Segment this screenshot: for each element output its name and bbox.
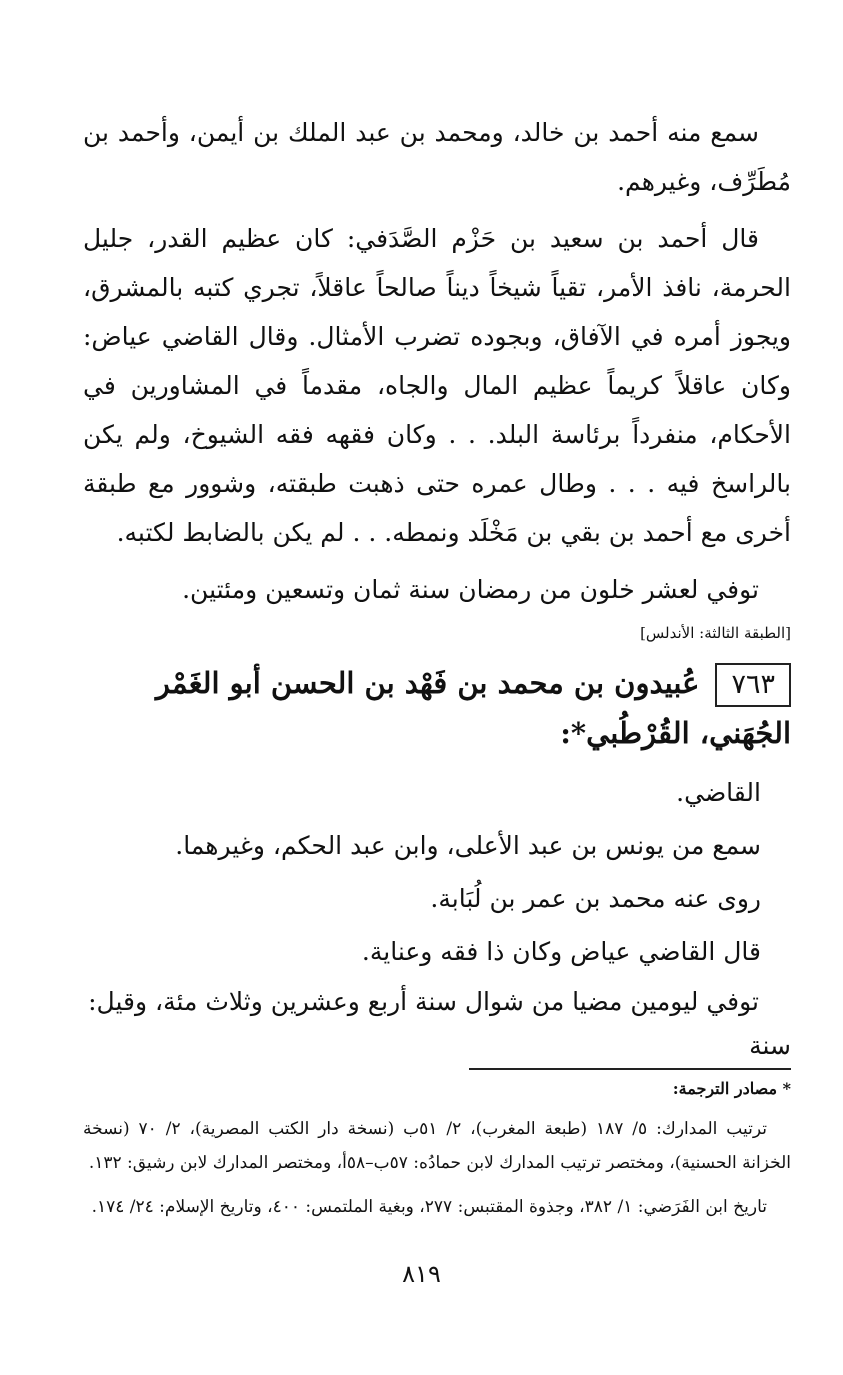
entry-line: قال القاضي عياض وكان ذا فقه وعناية. (361, 937, 761, 966)
footnote-title: * مصادر الترجمة: (672, 1079, 791, 1098)
footnote-source: ترتيب المدارك: ٥/ ١٨٧ (طبعة المغرب)، ٢/ ٥١ب (نسخة دار الكتب المصرية)، ٢/ ٧٠ (نسخة الخزانة الحسنية)، ومختصر ترتيب المدارك لابن حمادُه: ٥٧ب–٥٨أ، ومختصر المدارك لابن رشيق: ١٣٢. (83, 1119, 791, 1173)
section-tag: [الطبقة الثالثة: الأندلس] (640, 624, 791, 642)
entry-line: روى عنه محمد بن عمر بن لُبَابة. (430, 884, 761, 913)
footnote-divider (469, 1068, 791, 1070)
entry-heading-block (83, 658, 791, 758)
paragraph-biography: قال أحمد بن سعيد بن حَزْم الصَّدَفي: كان عظيم القدر، جليل الحرمة، نافذ الأمر، تقياً شيخاً ديناً صالحاً عاقلاً، تجري كتبه بالمشرق، ويجوز أمره في الآفاق، وبجوده تضرب الأمثال. وقال القاضي عياض: وكان عاقلاً كريماً عظيم المال والجاه، مقدماً في المشاورين في الأحكام، منفرداً برئاسة البلد. . . وكان فقهه فقه الشيوخ، ولم يكن بالراسخ فيه . . . وطال عمره حتى ذهبت طبقته، وشوور مع طبقة أخرى مع أحمد بن بقي بن مَخْلَد ونمطه. . . لم يكن بالضابط لكتبه. (83, 224, 791, 547)
page-number: ٨١٩ (402, 1260, 441, 1288)
entry-death-line: توفي ليومين مضيا من شوال سنة أربع وعشرين وثلاث مئة، وقيل: سنة (88, 987, 791, 1060)
entry-line: القاضي. (676, 778, 761, 807)
entry-title: عُبيدون بن محمد بن فَهْد بن الحسن أبو الغَمْر الجُهَني، القُرْطُبي*: (155, 666, 791, 750)
paragraph-death: توفي لعشر خلون من رمضان سنة ثمان وتسعين ومئتين. (182, 575, 759, 604)
entry-line: سمع من يونس بن عبد الأعلى، وابن عبد الحكم، وغيرهما. (175, 831, 761, 860)
paragraph-students: سمع منه أحمد بن خالد، ومحمد بن عبد الملك بن أيمن، وأحمد بن مُطَرِّف، وغيرهم. (83, 118, 791, 196)
footnote-source: تاريخ ابن الفَرَضي: ١/ ٣٨٢، وجذوة المقتبس: ٢٧٧، وبغية الملتمس: ٤٠٠، وتاريخ الإسلام: ٢٤/ ١٧٤. (91, 1197, 767, 1217)
entry-number: ٧٦٣ (715, 663, 791, 707)
